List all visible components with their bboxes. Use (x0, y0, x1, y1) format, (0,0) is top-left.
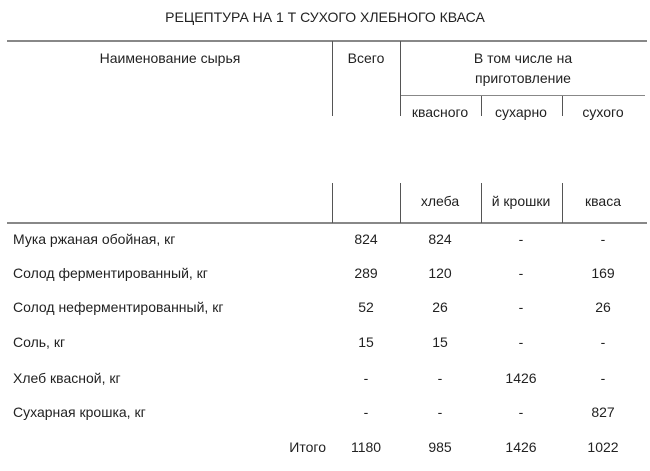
top-rule (7, 40, 647, 42)
total-label: Итого (289, 439, 326, 455)
col-top: сухарно (495, 104, 547, 120)
col-bottom: хлеба (420, 193, 460, 209)
row-value: - (437, 370, 443, 386)
col-top: квасного (411, 104, 469, 120)
row-value: 120 (428, 265, 452, 281)
row-value: - (518, 404, 524, 420)
total-value: 1426 (505, 439, 537, 455)
row-value: 824 (428, 231, 452, 247)
total-value: 985 (428, 439, 452, 455)
row-value: - (363, 370, 369, 386)
row-value: - (518, 231, 524, 247)
row-value: - (518, 265, 524, 281)
subheader-rule (400, 95, 645, 96)
row-value: - (600, 334, 606, 350)
row-name: Солод ферментированный, кг (13, 265, 208, 281)
row-name: Солод неферментированный, кг (13, 299, 224, 315)
document-title: РЕЦЕПТУРА НА 1 Т СУХОГО ХЛЕБНОГО КВАСА (165, 9, 485, 25)
col-bottom: й крошки (491, 193, 551, 209)
total-value: 1022 (587, 439, 619, 455)
header-group-line1: В том числе на (473, 50, 573, 66)
header-bottom-rule (7, 222, 647, 224)
divider (481, 183, 482, 223)
header-name: Наименование сырья (99, 50, 241, 66)
row-name: Хлеб квасной, кг (13, 370, 121, 386)
row-value: - (437, 404, 443, 420)
header-total: Всего (347, 50, 385, 66)
row-value: 15 (432, 334, 448, 350)
row-value: 1426 (505, 370, 537, 386)
row-value: 26 (595, 299, 611, 315)
col-bottom: кваса (585, 193, 621, 209)
row-name: Сухарная крошка, кг (13, 404, 146, 420)
divider (562, 183, 563, 223)
total-value: 1180 (350, 439, 382, 455)
row-value: 827 (591, 404, 615, 420)
row-value: 26 (432, 299, 448, 315)
row-name: Соль, кг (13, 334, 66, 350)
row-value: 289 (354, 265, 378, 281)
divider (400, 41, 401, 116)
divider (332, 183, 333, 223)
header-group-line2: приготовление (475, 70, 571, 86)
row-value: 15 (358, 334, 374, 350)
divider (400, 183, 401, 223)
row-value: - (600, 370, 606, 386)
row-value: 169 (591, 265, 615, 281)
row-value: - (518, 299, 524, 315)
col-top: сухого (582, 104, 624, 120)
row-value: 52 (358, 299, 374, 315)
row-value: - (518, 334, 524, 350)
row-name: Мука ржаная обойная, кг (13, 231, 176, 247)
divider (481, 96, 482, 116)
divider (562, 96, 563, 116)
row-value: - (600, 231, 606, 247)
row-value: - (363, 404, 369, 420)
divider (332, 41, 333, 116)
row-value: 824 (354, 231, 378, 247)
